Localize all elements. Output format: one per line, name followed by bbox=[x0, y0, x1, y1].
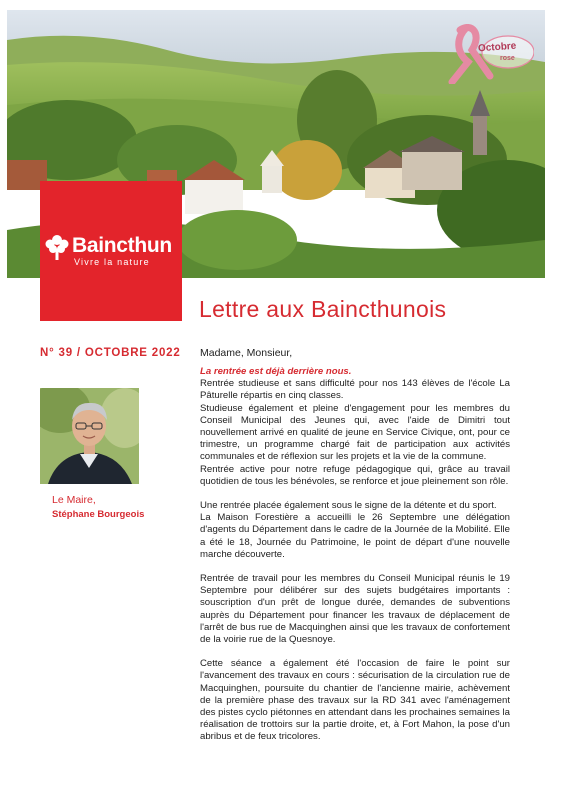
letter-body bbox=[200, 366, 510, 744]
letter-lead: La rentrée est déjà derrière nous. bbox=[200, 366, 352, 377]
ribbon-subtitle: rose bbox=[500, 55, 515, 62]
logo-name: Baincthun bbox=[72, 234, 172, 257]
ribbon-label: Octobre bbox=[477, 40, 517, 55]
pink-ribbon-icon bbox=[438, 24, 534, 84]
letter-paragraph: Rentrée active pour notre refuge pédagogique qui, grâce au travail quotidien de tous les bénévoles, se renforce et joue pleinement son rôle. bbox=[200, 463, 510, 487]
letter-greeting: Madame, Monsieur, bbox=[200, 347, 293, 359]
letter-paragraph: Rentrée studieuse et sans difficulté pour nos 143 élèves de l'école La Pâturelle répartis en cinq classes. bbox=[200, 378, 510, 402]
letter-paragraph: Studieuse également et pleine d'engagement pour les membres du Conseil Municipal des Jeunes qui, avec l'aide de Dimitri tout nouvellement arrivé en qualité de jeune en Service Civique, ont, pour ce trimestre, un programme chargé fait de participation aux activités communales et de réflexion sur les projets et la vie de la commune. bbox=[200, 402, 510, 463]
page-title: Lettre aux Baincthunois bbox=[199, 296, 447, 322]
letter-paragraph: La Maison Forestière a accueilli le 26 Septembre une délégation d'agents du Département dans le cadre de la Journée de la Mobilité. Elle a été le 18, Journée du Patrimoine, le point de départ d'une nouvelle marche découverte. bbox=[200, 512, 510, 560]
mayor-role: Le Maire, bbox=[52, 494, 96, 506]
letter-paragraph: Rentrée de travail pour les membres du Conseil Municipal réunis le 19 Septembre pour délibérer sur des sujets budgétaires importants : souscription d'un prêt de longue durée, demandes de subventions auprès du Département pour financer les travaux de déplacement de l'arrêt de bus rue de Macquinghen ainsi que les travaux de confortement de la voirie rue de la Quesnoye. bbox=[200, 573, 510, 646]
letter-paragraph: Une rentrée placée également sous le signe de la détente et du sport. bbox=[200, 500, 497, 512]
letter-paragraph: Cette séance a également été l'occasion de faire le point sur l'avancement des travaux en cours : sécurisation de la circulation rue de Macquinghen, poursuite du chantier de l'ancienne mairie, achèvement de la première phase des travaux sur la RD 341 avec l'aménagement des pistes cyclo piétonnes en attendant dans les prochaines semaines la réalisation de trottoirs sur la partie droite, et, à Fort Mahon, la pose d'un abribus et de feux tricolores. bbox=[200, 658, 510, 743]
issue-number: N° 39 / OCTOBRE 2022 bbox=[40, 347, 181, 359]
logo-tagline: Vivre la nature bbox=[74, 257, 150, 267]
tree-icon bbox=[44, 233, 70, 261]
baincthun-logo bbox=[40, 181, 182, 321]
mayor-portrait bbox=[40, 388, 139, 484]
mayor-name: Stéphane Bourgeois bbox=[52, 509, 145, 520]
